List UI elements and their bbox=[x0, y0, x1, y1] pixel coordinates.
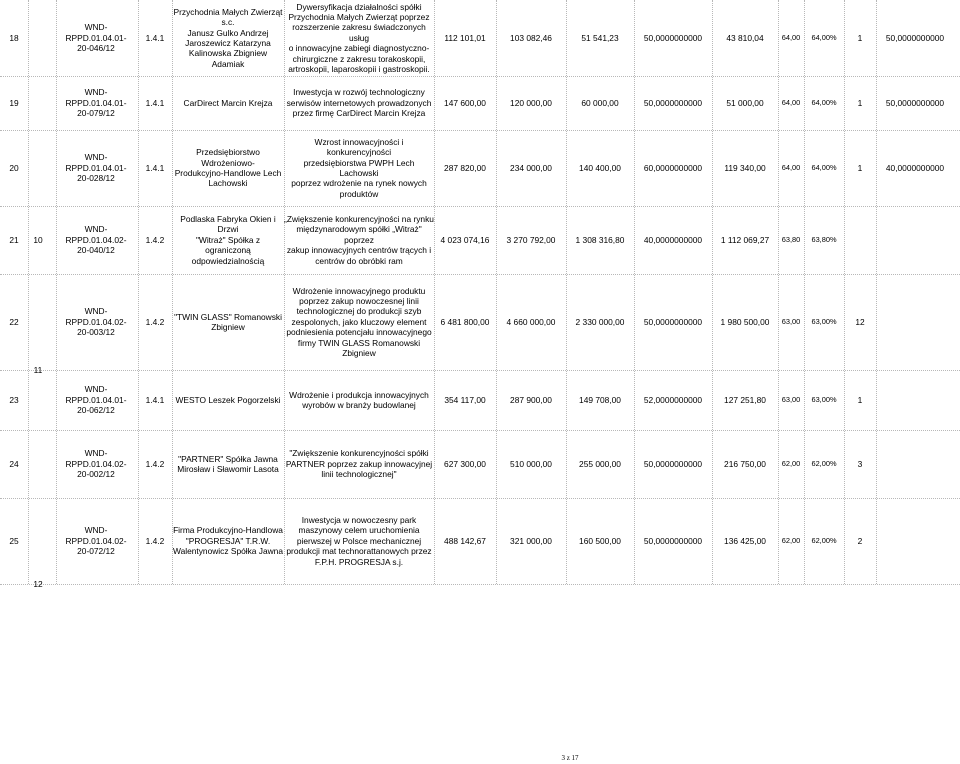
cell-score-pct: 40,0000000000 bbox=[885, 162, 945, 173]
cell-measure: 1.4.1 bbox=[145, 97, 165, 108]
cell-grant: 140 400,00 bbox=[579, 162, 621, 173]
cell-pct-a: 119 340,00 bbox=[724, 162, 766, 173]
cell-title: "Zwiększenie konkurencyjności spółki PARTNER poprzez zakup innowacyjnej linii technologicznej" bbox=[285, 448, 433, 480]
cell-score: 3 bbox=[857, 458, 863, 469]
cell-pct-c: 63,80% bbox=[811, 234, 837, 244]
cell-score: 2 bbox=[857, 535, 863, 546]
cell-code: WND-RPPD.01.04.02- 20-002/12 bbox=[65, 448, 127, 480]
cell-pct-b: 62,00 bbox=[781, 458, 801, 468]
cell-total: 112 101,01 bbox=[444, 32, 486, 43]
cell-pct-a: 216 750,00 bbox=[724, 458, 766, 469]
cell-grant: 2 330 000,00 bbox=[575, 316, 625, 327]
cell-grant: 1 308 316,80 bbox=[575, 234, 625, 245]
cell-eligible: 287 900,00 bbox=[510, 394, 552, 405]
cell-pct: 60,0000000000 bbox=[643, 162, 703, 173]
cell-lp: 24 bbox=[9, 458, 19, 469]
cell-code: WND-RPPD.01.04.01- 20-079/12 bbox=[65, 87, 127, 119]
cell-pct-b: 64,00 bbox=[781, 32, 801, 42]
cell-pct-a: 43 810,04 bbox=[726, 32, 764, 43]
cell-lp: 21 bbox=[9, 234, 19, 245]
cell-code: WND-RPPD.01.04.01- 20-046/12 bbox=[65, 22, 127, 54]
cell-code: WND-RPPD.01.04.01- 20-062/12 bbox=[65, 384, 127, 416]
cell-pct-a: 51 000,00 bbox=[726, 97, 764, 108]
cell-pct-c: 62,00% bbox=[811, 535, 837, 545]
cell-pct-b: 63,00 bbox=[781, 394, 801, 404]
cell-eligible: 510 000,00 bbox=[510, 458, 552, 469]
cell-pct-c: 64,00% bbox=[811, 32, 837, 42]
row-divider bbox=[0, 584, 960, 585]
cell-pct: 50,0000000000 bbox=[643, 97, 703, 108]
cell-applicant: Przychodnia Małych Zwierząt s.c. Janusz Gulko Andrzej Jaroszewicz Katarzyna Kalinowska Zbigniew Adamiak bbox=[173, 6, 283, 69]
cell-code: WND-RPPD.01.04.02- 20-072/12 bbox=[65, 525, 127, 557]
cell-measure: 1.4.1 bbox=[145, 162, 165, 173]
cell-applicant: "PARTNER" Spółka Jawna Mirosław i Sławomir Lasota bbox=[177, 453, 279, 474]
cell-pct: 50,0000000000 bbox=[643, 458, 703, 469]
cell-score: 1 bbox=[857, 32, 863, 43]
cell-code: WND-RPPD.01.04.02- 20-003/12 bbox=[65, 306, 127, 338]
cell-grant: 149 708,00 bbox=[579, 394, 621, 405]
cell-pct: 50,0000000000 bbox=[643, 535, 703, 546]
cell-score-pct bbox=[870, 206, 960, 274]
cell-lp: 20 bbox=[9, 162, 19, 173]
cell-pct-a: 136 425,00 bbox=[724, 535, 766, 546]
cell-title: „Zwiększenie konkurencyjności na rynku międzynarodowym spółki „Witraż" poprzez zakup innowacyjnych centrów trących i centrów do obróbki ram bbox=[284, 213, 434, 266]
cell-eligible: 321 000,00 bbox=[510, 535, 552, 546]
cell-measure: 1.4.2 bbox=[145, 234, 165, 245]
cell-lp: 18 bbox=[9, 32, 19, 43]
cell-total: 354 117,00 bbox=[444, 394, 486, 405]
cell-total: 6 481 800,00 bbox=[440, 316, 490, 327]
cell-measure: 1.4.2 bbox=[145, 458, 165, 469]
cell-score: 1 bbox=[857, 97, 863, 108]
cell-pct-b: 62,00 bbox=[781, 535, 801, 545]
cell-applicant: CarDirect Marcin Krejza bbox=[183, 97, 273, 108]
cell-title: Inwestycja w rozwój technologiczny serwisów internetowych prowadzonych przez firmę CarDirect Marcin Krejza bbox=[286, 87, 432, 119]
cell-eligible: 4 660 000,00 bbox=[506, 316, 556, 327]
cell-pct-a: 1 980 500,00 bbox=[720, 316, 770, 327]
cell-grant: 255 000,00 bbox=[579, 458, 621, 469]
cell-eligible: 103 082,46 bbox=[510, 32, 552, 43]
cell-pct-b: 64,00 bbox=[781, 97, 801, 107]
cell-pct-c: 62,00% bbox=[811, 458, 837, 468]
cell-code: WND-RPPD.01.04.01- 20-028/12 bbox=[65, 152, 127, 184]
cell-measure: 1.4.1 bbox=[145, 394, 165, 405]
cell-applicant: Firma Produkcyjno-Handlowa "PROGRESJA" T.R.W. Walentynowicz Spółka Jawna bbox=[172, 525, 283, 557]
cell-total: 488 142,67 bbox=[444, 535, 486, 546]
cell-lp: 25 bbox=[9, 535, 19, 546]
cell-score: 1 bbox=[857, 394, 863, 405]
cell-total: 4 023 074,16 bbox=[440, 234, 490, 245]
cell-eligible: 120 000,00 bbox=[510, 97, 552, 108]
cell-group: 12 bbox=[33, 578, 43, 589]
cell-score: 1 bbox=[857, 162, 863, 173]
cell-grant: 51 541,23 bbox=[581, 32, 619, 43]
cell-eligible: 234 000,00 bbox=[510, 162, 552, 173]
cell-score-pct bbox=[870, 274, 960, 370]
cell-score-pct: 50,0000000000 bbox=[885, 32, 945, 43]
cell-score: 12 bbox=[855, 316, 865, 327]
cell-pct-b: 64,00 bbox=[781, 162, 801, 172]
cell-pct: 50,0000000000 bbox=[643, 316, 703, 327]
cell-pct-a: 1 112 069,27 bbox=[720, 234, 770, 245]
cell-applicant: "TWIN GLASS" Romanowski Zbigniew bbox=[174, 311, 282, 332]
cell-group: 10 bbox=[33, 234, 43, 245]
cell-total: 287 820,00 bbox=[444, 162, 486, 173]
page-number: 3 z 17 bbox=[561, 754, 579, 762]
cell-lp: 23 bbox=[9, 394, 19, 405]
cell-title: Wzrost innowacyjności i konkurencyjności przedsiębiorstwa PWPH Lech Lachowski poprzez wdrożenie na rynek nowych produktów bbox=[291, 136, 427, 199]
cell-applicant: WESTO Leszek Pogorzelski bbox=[175, 394, 281, 405]
cell-lp: 22 bbox=[9, 316, 19, 327]
cell-pct-c: 64,00% bbox=[811, 162, 837, 172]
cell-measure: 1.4.2 bbox=[145, 535, 165, 546]
cell-pct-c: 63,00% bbox=[811, 394, 837, 404]
cell-applicant: Przedsiębiorstwo Wdrożeniowo- Produkcyjno-Handlowe Lech Lachowski bbox=[174, 147, 282, 189]
cell-pct-c: 64,00% bbox=[811, 97, 837, 107]
cell-pct-b: 63,80 bbox=[781, 234, 801, 244]
cell-pct: 52,0000000000 bbox=[643, 394, 703, 405]
cell-total: 627 300,00 bbox=[444, 458, 486, 469]
cell-title: Wdrożenie i produkcja innowacyjnych wyrobów w branży budowlanej bbox=[289, 389, 429, 410]
cell-pct-b: 63,00 bbox=[781, 316, 801, 326]
cell-score-pct bbox=[870, 370, 960, 430]
cell-measure: 1.4.2 bbox=[145, 316, 165, 327]
cell-group: 11 bbox=[33, 364, 43, 375]
cell-title: Inwestycja w nowoczesny park maszynowy celem uruchomienia pierwszej w Polsce mechanicznej produkcji mat technorattanowych przez F.P.H. PROGRESJA s.j. bbox=[286, 514, 432, 567]
cell-pct: 40,0000000000 bbox=[643, 234, 703, 245]
column-divider bbox=[28, 0, 29, 584]
cell-measure: 1.4.1 bbox=[145, 32, 165, 43]
cell-total: 147 600,00 bbox=[444, 97, 486, 108]
cell-score-pct bbox=[870, 430, 960, 498]
cell-grant: 60 000,00 bbox=[581, 97, 619, 108]
cell-applicant: Podlaska Fabryka Okien i Drzwi "Witraż" Spółka z ograniczoną odpowiedzialnością bbox=[180, 213, 276, 266]
cell-pct-a: 127 251,80 bbox=[724, 394, 766, 405]
cell-score-pct bbox=[870, 498, 960, 584]
cell-pct: 50,0000000000 bbox=[643, 32, 703, 43]
cell-title: Dywersyfikacja działalności spółki Przychodnia Małych Zwierząt poprzez rozszerzenie zakresu świadczonych usług o innowacyjne zabiegi diagnostyczno- chirurgiczne z zakresu torakoskopii, artroskopii, laparoskopii i gastroskopii. bbox=[288, 1, 430, 75]
cell-score-pct: 50,0000000000 bbox=[885, 97, 945, 108]
cell-code: WND-RPPD.01.04.02- 20-040/12 bbox=[65, 224, 127, 256]
cell-grant: 160 500,00 bbox=[579, 535, 621, 546]
cell-lp: 19 bbox=[9, 97, 19, 108]
cell-eligible: 3 270 792,00 bbox=[506, 234, 556, 245]
cell-title: Wdrożenie innowacyjnego produktu poprzez zakup nowoczesnej linii technologicznej do produkcji szyb zespolonych, jako kluczowy element podniesienia potencjału innowacyjnego firmy TWIN GLASS Romanowski Zbigniew bbox=[286, 285, 432, 359]
cell-pct-c: 63,00% bbox=[811, 316, 837, 326]
